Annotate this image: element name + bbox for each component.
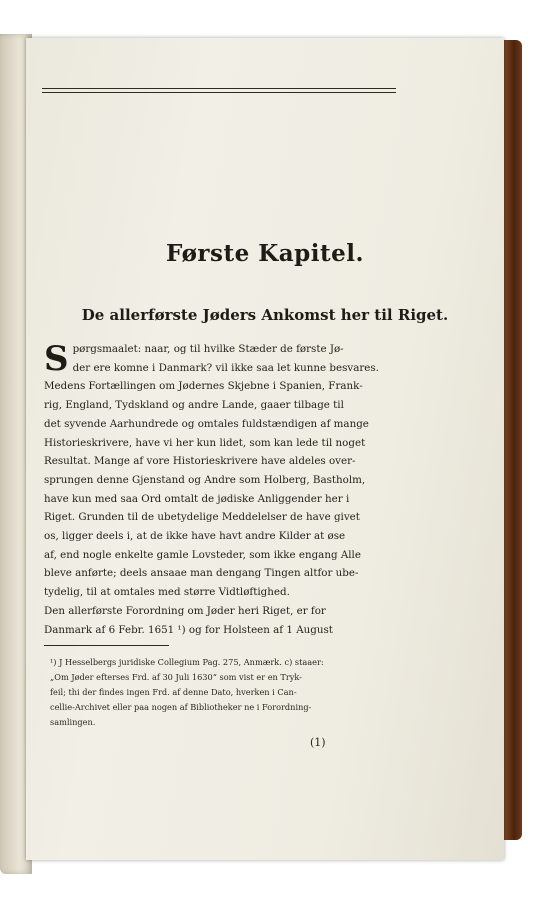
section-heading: De allerførste Jøders Ankomst her til Riget. [81, 306, 449, 324]
body-line: pørgsmaalet: naar, og til hvilke Stæder de første Jø- [72, 343, 344, 355]
body-line: Riget. Grunden til de ubetydelige Meddelelser de have givet [44, 511, 360, 524]
body-line: bleve anførte; deels ansaae man dengang Tingen altfor ube- [44, 567, 359, 580]
footnote-line: „Om Jøder efterses Frd. af 30 Juli 1630“ som vist er en Tryk- [50, 672, 303, 682]
footnote-line: feil; thi der findes ingen Frd. af denne Dato, hverken i Can- [50, 687, 297, 697]
drop-cap: S [44, 339, 69, 379]
body-line: Danmark af 6 Febr. 1651 ¹) og for Holsteen af 1 August [44, 623, 333, 636]
footnote [50, 655, 406, 730]
footnote-line: ¹) J Hesselbergs juridiske Collegium Pag. 275, Anmærk. c) staaer: [50, 657, 324, 667]
body-line: Resultat. Mange af vore Historieskrivere have aldeles over- [44, 455, 356, 468]
body-line: os, ligger deels i, at de ikke have havt andre Kilder at øse [44, 530, 346, 543]
footnote-line: cellie-Archivet eller paa nogen af Bibliotheker ne i Forordning- [50, 702, 312, 712]
signature-mark: (1) [310, 736, 326, 749]
body-line: det syvende Aarhundrede og omtales fuldstændigen af mange [44, 417, 369, 430]
body-line: have kun med saa Ord omtalt de jødiske Anliggender her i [44, 492, 350, 505]
body-line: tydelig, til at omtales med større Vidtløftighed. [44, 586, 290, 599]
body-text [44, 340, 404, 639]
body-line: der ere komne i Danmark? vil ikke saa let kunne besvares. [72, 361, 379, 374]
top-rule [42, 88, 396, 89]
body-line: Den allerførste Forordning om Jøder heri Riget, er for [44, 604, 326, 617]
body-line: sprungen denne Gjenstand og Andre som Holberg, Bastholm, [44, 473, 366, 486]
body-line: rig, England, Tydskland og andre Lande, gaaer tilbage til [44, 399, 344, 412]
body-line: af, end nogle enkelte gamle Lovsteder, som ikke engang Alle [44, 548, 361, 561]
top-rule-thin [42, 92, 396, 93]
footnote-line: samlingen. [50, 717, 96, 727]
chapter-title: Første Kapitel. [166, 240, 364, 267]
body-line: Historieskrivere, have vi her kun lidet, som kan lede til noget [44, 436, 366, 449]
footnote-rule [44, 645, 169, 646]
body-line: Medens Fortællingen om Jødernes Skjebne i Spanien, Frank- [44, 380, 363, 393]
